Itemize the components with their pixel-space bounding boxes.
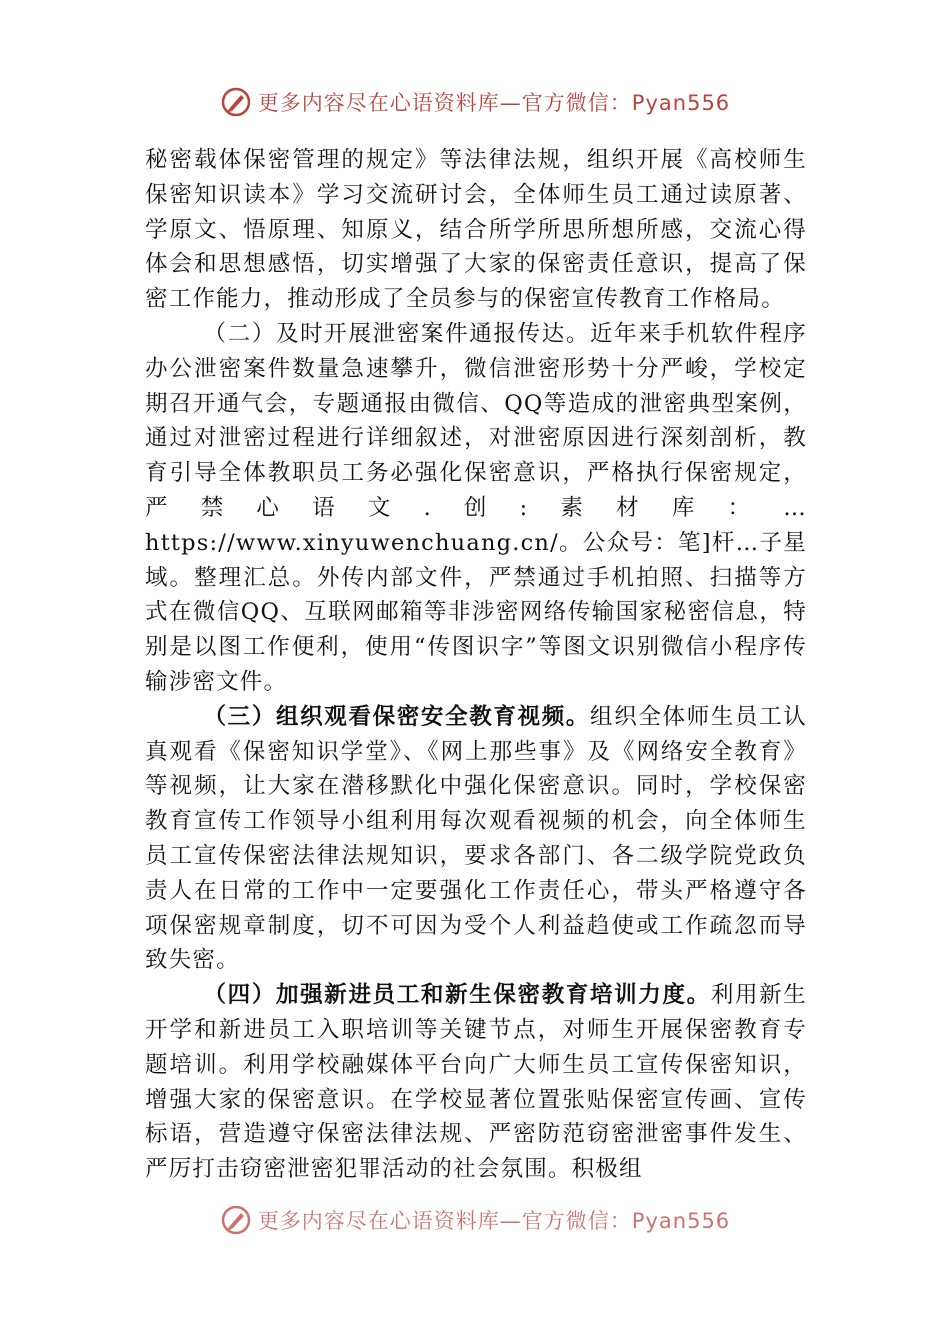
pen-logo-icon xyxy=(220,86,252,118)
paragraph-4 xyxy=(145,978,807,1187)
paragraph-1: 秘密载体保密管理的规定》等法律法规，组织开展《高校师生保密知识读本》学习交流研讨会，全体师生员工通过读原著、学原文、悟原理、知原义，结合所学所思所想所感，交流心得体会和思想感悟，切实增强了大家的保密责任意识，提高了保密工作能力，推动形成了全员参与的保密宣传教育工作格局。 xyxy=(145,147,807,313)
watermark-text: 更多内容尽在心语资料库—官方微信：Pyan556 xyxy=(257,1209,731,1233)
paragraph-4-body: 利用新生开学和新进员工入职培训等关键节点，对师生开展保密教育专题培训。利用学校融媒体平台向广大师生员工宣传保密知识，增强大家的保密意识。在学校显著位置张贴保密宣传画、宣传标语，营造遵守保密法律法规、严密防范窃密泄密事件发生、严厉打击窃密泄密犯罪活动的社会氛围。积极组 xyxy=(145,982,807,1183)
paragraph-3-heading: （三）组织观看保密安全教育视频。 xyxy=(203,703,591,730)
pen-logo-icon xyxy=(220,1204,252,1236)
header-watermark xyxy=(0,86,950,118)
paragraph-3 xyxy=(145,700,807,978)
paragraph-2: （二）及时开展泄密案件通报传达。近年来手机软件程序办公泄密案件数量急速攀升，微信泄密形势十分严峻，学校定期召开通气会，专题通报由微信、QQ等造成的泄密典型案例，通过对泄密过程进行详细叙述，对泄密原因进行深刻剖析，教育引导全体教职员工务必强化保密意识，严格执行保密规定，严禁心语文.创:素材库：… https://www.xinyuwenchuang.cn/。公众号：笔]杆…子星域。整理汇总。外传内部文件，严禁通过手机拍照、扫描等方式在微信QQ、互联网邮箱等非涉密网络传输国家秘密信息，特别是以图工作便利，使用“传图识字”等图文识别微信小程序传输涉密文件。 xyxy=(145,320,807,695)
paragraph-3-body: 组织全体师生员工认真观看《保密知识学堂》、《网上那些事》及《网络安全教育》等视频，让大家在潜移默化中强化保密意识。同时，学校保密教育宣传工作领导小组利用每次观看视频的机会，向全体师生员工宣传保密法律法规知识，要求各部门、各二级学院党政负责人在日常的工作中一定要强化工作责任心，带头严格遵守各项保密规章制度，切不可因为受个人利益趋使或工作疏忽而导致失密。 xyxy=(145,703,807,974)
document-body xyxy=(145,143,807,1187)
watermark-text: 更多内容尽在心语资料库—官方微信：Pyan556 xyxy=(257,91,731,115)
paragraph-4-heading: （四）加强新进员工和新生保密教育培训力度。 xyxy=(203,982,711,1009)
footer-watermark xyxy=(0,1204,950,1236)
